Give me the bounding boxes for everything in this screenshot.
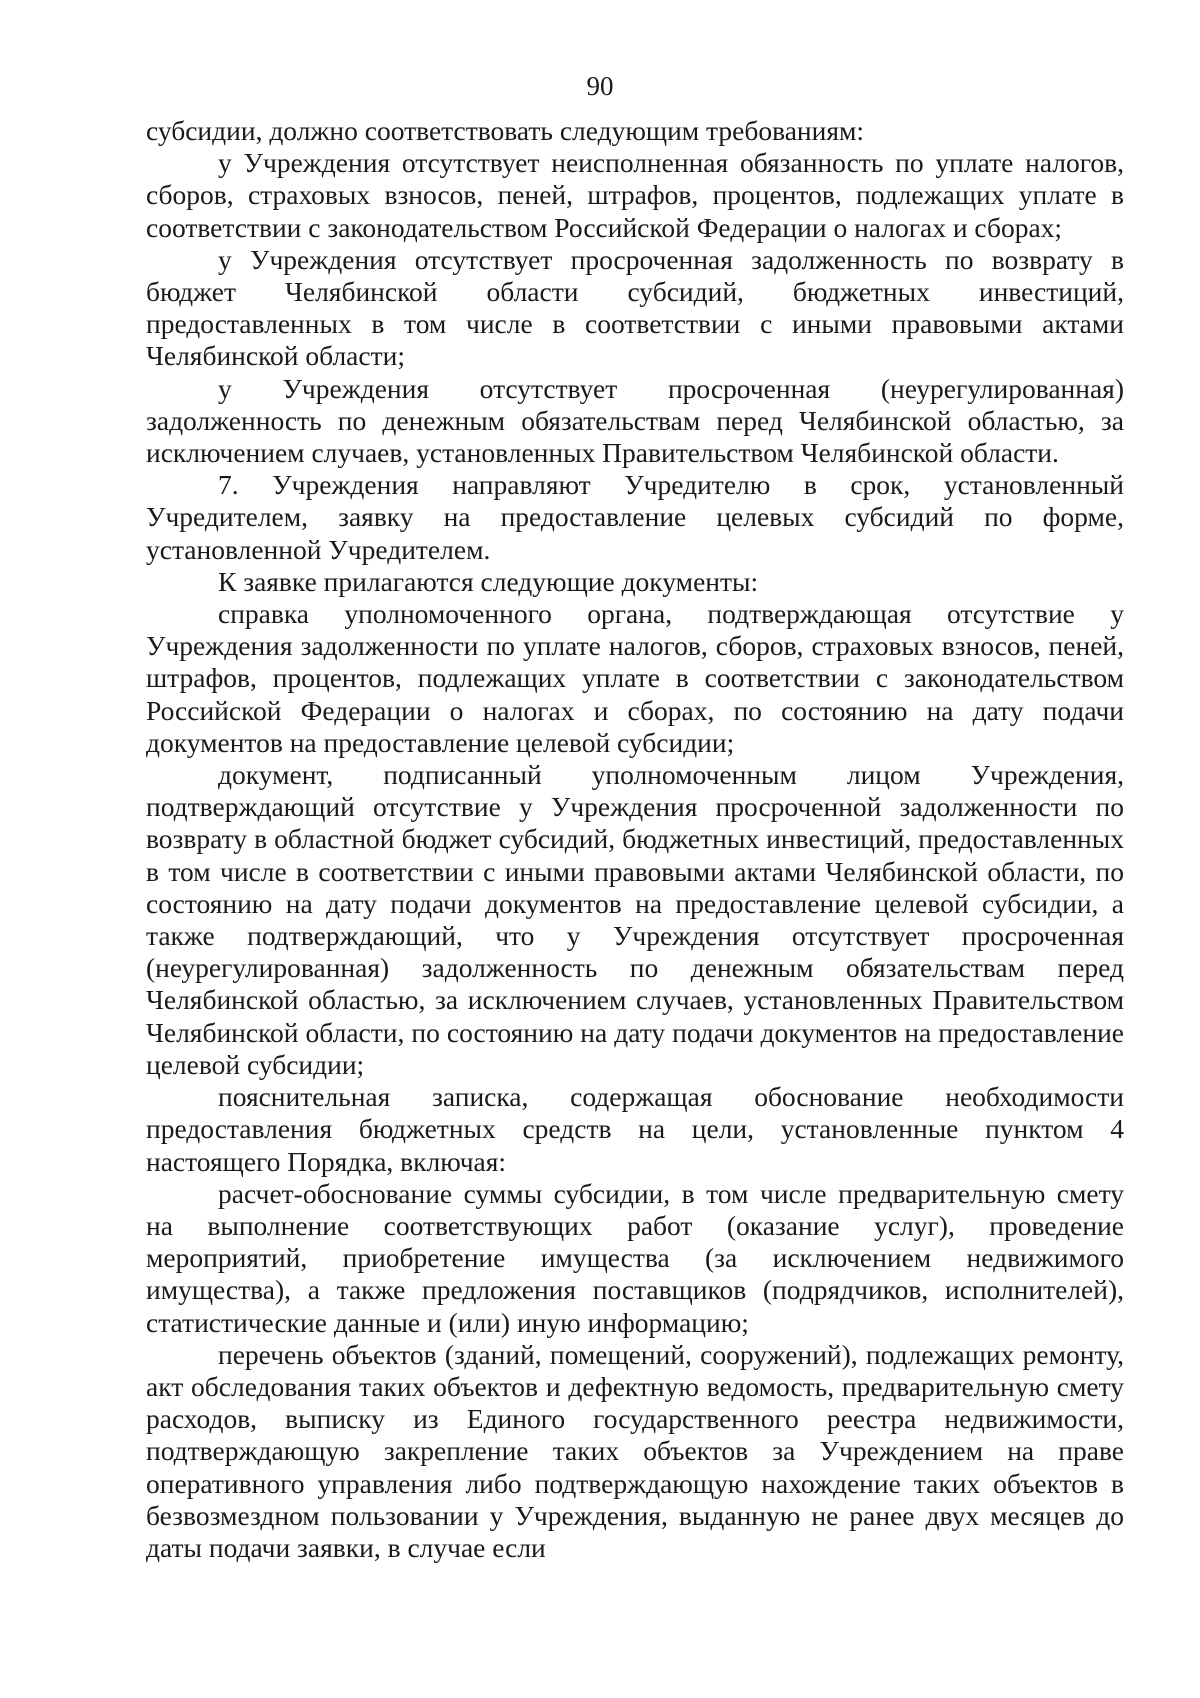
- document-body: [146, 115, 1124, 1564]
- paragraph-doc-explanatory-note: пояснительная записка, содержащая обоснование необходимости предоставления бюджетных средств на цели, установленные пунктом 4 настоящего Порядка, включая:: [146, 1081, 1124, 1177]
- paragraph-requirement-taxes: у Учреждения отсутствует неисполненная обязанность по уплате налогов, сборов, страховых взносов, пеней, штрафов, процентов, подлежащих уплате в соответствии с законодательством Российской Федерации о налогах и сборах;: [146, 147, 1124, 243]
- paragraph-requirement-budget-debt: у Учреждения отсутствует просроченная задолженность по возврату в бюджет Челябинской области субсидий, бюджетных инвестиций, предоставленных в том числе в соответствии с иными правовыми актами Челябинской области;: [146, 243, 1124, 372]
- paragraph-documents-intro: К заявке прилагаются следующие документы:: [218, 565, 759, 597]
- paragraph-clause-7: 7. Учреждения направляют Учредителю в срок, установленный Учредителем, заявку на предоставление целевых субсидий по форме, установленной Учредителем.: [146, 469, 1124, 565]
- paragraph-doc-objects-list: перечень объектов (зданий, помещений, сооружений), подлежащих ремонту, акт обследования таких объектов и дефектную ведомость, предварительную смету расходов, выписку из Единого государственного реестра недвижимости, подтверждающую закрепление таких объектов за Учреждением на праве оперативного управления либо подтверждающую нахождение таких объектов в безвозмездном пользовании у Учреждения, выданную не ранее двух месяцев до даты подачи заявки, в случае если: [146, 1338, 1124, 1563]
- paragraph-continuation: субсидии, должно соответствовать следующим требованиям:: [146, 115, 865, 146]
- page-number: 90: [586, 71, 614, 101]
- paragraph-doc-tax-certificate: справка уполномоченного органа, подтверждающая отсутствие у Учреждения задолженности по уплате налогов, сборов, страховых взносов, пеней, штрафов, процентов, подлежащих уплате в соответствии с законодательством Российской Федерации о налогах и сборах, по состоянию на дату подачи документов на предоставление целевой субсидии;: [146, 598, 1124, 758]
- paragraph-requirement-unsettled-debt: у Учреждения отсутствует просроченная (неурегулированная) задолженность по денежным обязательствам перед Челябинской областью, за исключением случаев, установленных Правительством Челябинской области.: [146, 372, 1124, 469]
- paragraph-doc-calculation: расчет-обоснование суммы субсидии, в том числе предварительную смету на выполнение соответствующих работ (оказание услуг), проведение мероприятий, приобретение имущества (за исключением недвижимого имущества), а также предложения поставщиков (подрядчиков, исполнителей), статистические данные и (или) иную информацию;: [146, 1177, 1124, 1338]
- paragraph-doc-signed-statement: документ, подписанный уполномоченным лицом Учреждения, подтверждающий отсутствие у Учреждения просроченной задолженности по возврату в областной бюджет субсидий, бюджетных инвестиций, предоставленных в том числе в соответствии с иными правовыми актами Челябинской области, по состоянию на дату подачи документов на предоставление целевой субсидии, а также подтверждающий, что у Учреждения отсутствует просроченная (неурегулированная) задолженность по денежным обязательствам перед Челябинской областью, за исключением случаев, установленных Правительством Челябинской области, по состоянию на дату подачи документов на предоставление целевой субсидии;: [146, 759, 1124, 1080]
